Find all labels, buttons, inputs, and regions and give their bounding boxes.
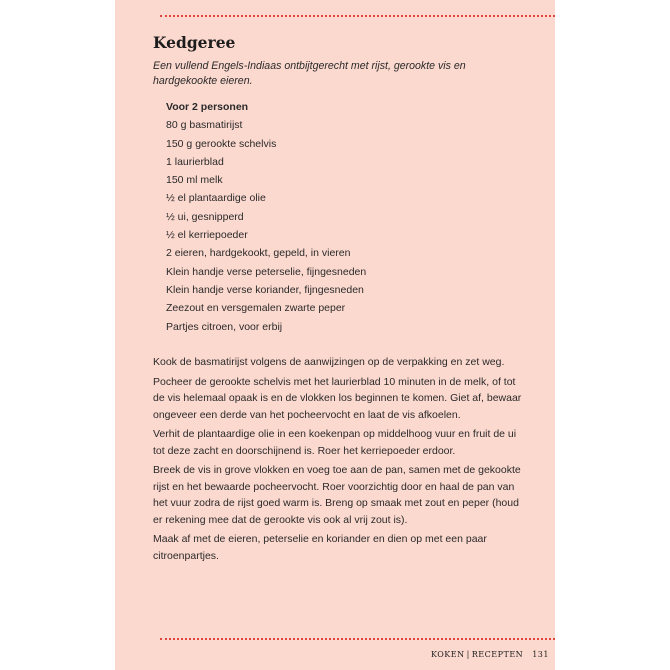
ingredients-section [166,98,366,336]
servings-heading: Voor 2 personen [166,101,249,113]
footer-chapter: RECEPTEN [471,650,524,659]
ingredient-item: 2 eieren, hardgekookt, gepeld, in vieren [166,247,351,260]
bottom-dotted-rule [160,638,555,640]
footer-section: KOKEN [430,650,465,659]
method-section [153,354,523,567]
method-step: Verhit de plantaardige olie in een koekenpan op middelhoog vuur en fruit de ui tot deze zacht en doorschijnend is. Roer het kerriepoeder erdoor. [153,428,517,457]
ingredient-item: Klein handje verse koriander, fijngesneden [166,283,364,296]
footer-separator: | [466,650,470,659]
page-number: 131 [532,650,549,659]
method-step: Pocheer de gerookte schelvis met het laurierblad 10 minuten in de melk, of tot de vis helemaal opaak is en de vlokken los beginnen te komen. Giet af, bewaar ongeveer een derde van het pocheervocht en laat de vis afkoelen. [153,375,522,421]
book-page [115,0,555,670]
method-step: Breek de vis in grove vlokken en voeg toe aan de pan, samen met de gekookte rijst en het bewaarde pocheervocht. Roer voorzichtig door en haal de pan van het vuur zodra de rijst goed warm is. Breng op smaak met zout en peper (houd er rekening mee dat de gerookte vis ook al vrij zout is). [153,464,521,526]
ingredient-item: ½ el kerriepoeder [166,229,248,242]
method-step: Kook de basmatirijst volgens de aanwijzingen op de verpakking en zet weg. [153,356,505,368]
ingredient-item: 80 g basmatirijst [166,119,243,132]
page-footer [431,650,549,659]
ingredient-item: 1 laurierblad [166,155,224,168]
ingredient-item: 150 ml melk [166,174,223,187]
ingredient-item: Zeezout en versgemalen zwarte peper [166,302,346,315]
ingredient-item: Klein handje verse peterselie, fijngesneden [166,265,367,278]
ingredient-list [166,116,366,336]
ingredient-item: Partjes citroen, voor erbij [166,320,283,333]
ingredient-item: 150 g gerookte schelvis [166,137,277,150]
ingredient-item: ½ ui, gesnipperd [166,210,244,223]
ingredient-item: ½ el plantaardige olie [166,192,266,205]
method-step: Maak af met de eieren, peterselie en koriander en dien op met een paar citroenpartjes. [153,533,487,562]
recipe-title: Kedgeree [153,33,236,52]
top-dotted-rule [160,15,555,17]
recipe-subtitle: Een vullend Engels-Indiaas ontbijtgerecht met rijst, gerookte vis en hardgekookte eieren. [153,60,466,87]
